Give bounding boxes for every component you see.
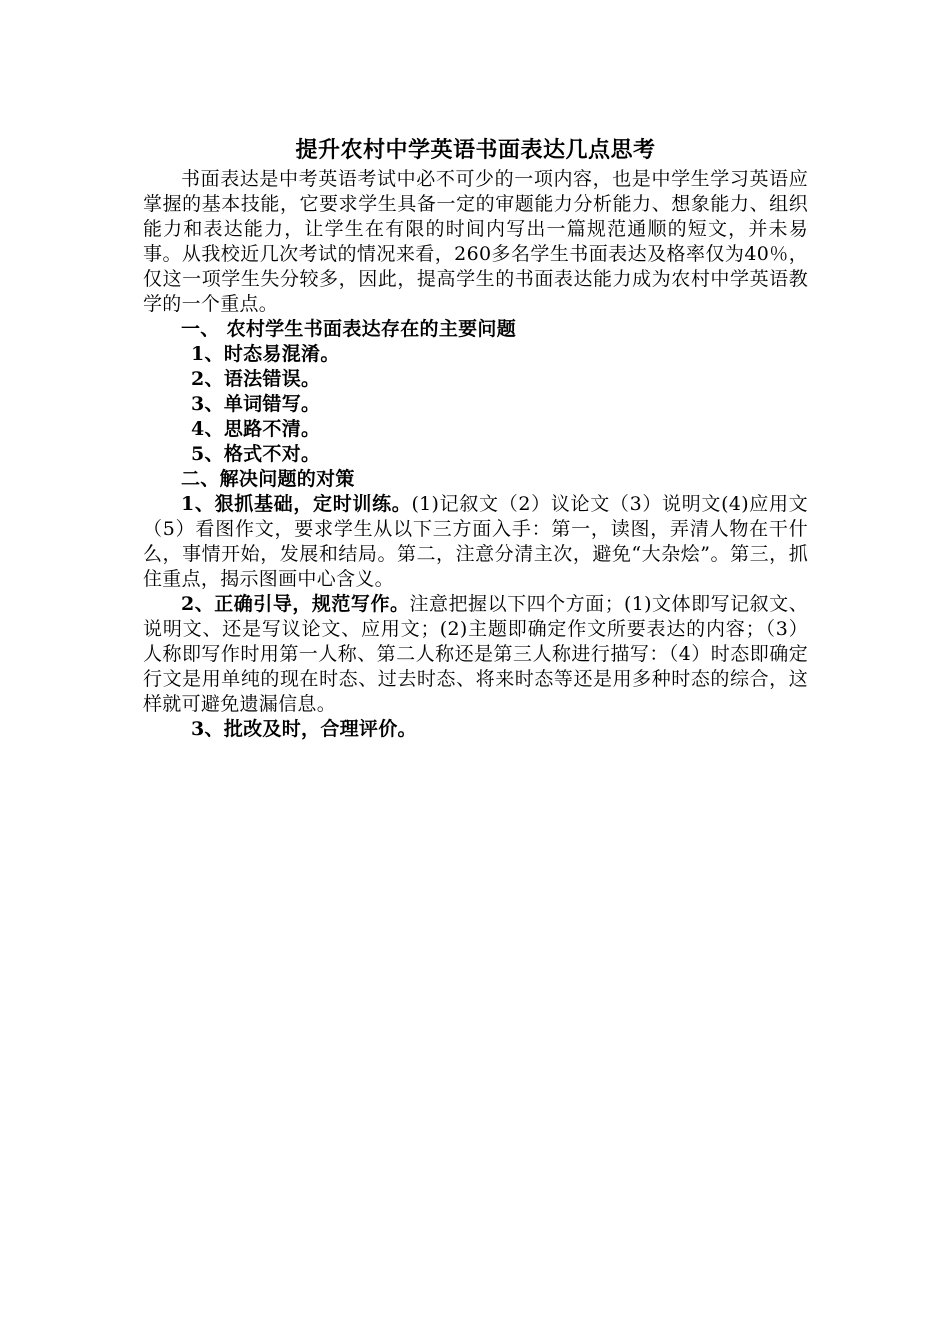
problem-item-1: 1、时态易混淆。	[191, 343, 340, 365]
problem-item-5: 5、格式不对。	[191, 443, 321, 465]
strategy-2-body: 注意把握以下四个方面；(1)文体即写记叙文、说明文、还是写议论文、应用文；(2)主题即确定作文所要表达的内容；（3）人称即写作时用第一人称、第二人称还是第三人称进行描写：（4）时态即确定行文是用单纯的现在时态、过去时态、将来时态等还是用多种时态的综合，这样就可避免遗漏信息。	[143, 593, 808, 715]
document-title: 提升农村中学英语书面表达几点思考	[295, 137, 656, 163]
section-2-heading: 二、解决问题的对策	[181, 468, 355, 490]
intro-paragraph: 书面表达是中考英语考试中必不可少的一项内容，也是中学生学习英语应掌握的基本技能，它要求学生具备一定的审题能力分析能力、想象能力、组织能力和表达能力，让学生在有限的时间内写出一篇规范通顺的短文，并未易事。从我校近几次考试的情况来看，260多名学生书面表达及格率仅为40％，仅这一项学生失分较多，因此，提高学生的书面表达能力成为农村中学英语教学的一个重点。	[143, 168, 808, 315]
strategy-1-paragraph	[143, 492, 808, 592]
problem-item-4: 4、思路不清。	[191, 418, 321, 440]
strategy-3-item: 3、批改及时，合理评价。	[191, 718, 417, 740]
problem-item-2: 2、语法错误。	[191, 368, 321, 390]
strategy-2-paragraph	[143, 592, 808, 717]
strategy-1-lead: 1、狠抓基础，定时训练。	[181, 493, 412, 515]
strategy-2-lead: 2、正确引导，规范写作。	[181, 593, 410, 615]
strategy-1-body: (1)记叙文（2）议论文（3）说明文(4)应用文（5）看图作文，要求学生从以下三方面入手：第一，读图，弄清人物在干什么，事情开始，发展和结局。第二，注意分清主次，避免“大杂烩”。第三，抓住重点，揭示图画中心含义。	[143, 493, 808, 590]
document-page	[143, 135, 808, 742]
section-1-heading: 一、 农村学生书面表达存在的主要问题	[181, 318, 517, 340]
problem-item-3: 3、单词错写。	[191, 393, 321, 415]
